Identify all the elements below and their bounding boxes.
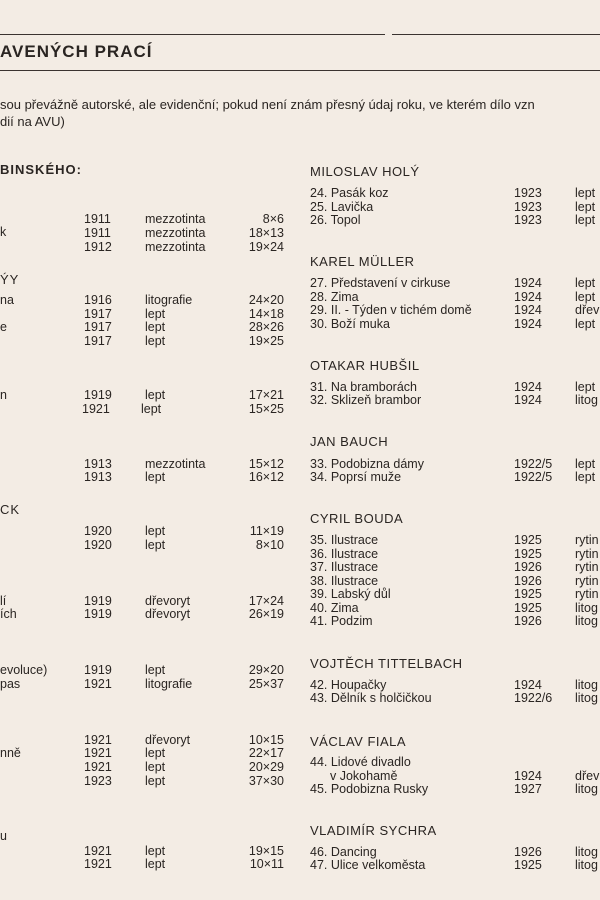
left-dim: 8×6 [262,212,284,226]
work-technique: lept [575,200,596,214]
left-fragment: pas [0,677,21,691]
work-year: 1924 [514,769,542,783]
work-technique: lept [575,186,596,200]
work-year: 1925 [514,601,542,615]
left-dim: 19×24 [248,240,284,254]
left-section-heading: BINSKÉHO: [0,162,82,177]
left-fragment: k [0,225,7,239]
left-year: 1911 [84,212,111,226]
work-technique: litog [575,782,598,796]
left-dim: 17×21 [248,388,284,402]
intro-line-1: sou převážně autorské, ale evidenční; pokud není znám přesný údaj roku, ve kterém dílo vzn [0,97,535,112]
left-tech: mezzotinta [145,240,206,254]
left-year: 1917 [84,320,112,334]
left-dim: 18×13 [248,226,284,240]
work-technique: rytin [575,560,599,574]
left-dim: 26×19 [248,607,284,621]
left-year: 1913 [84,457,112,471]
work-technique: litog [575,614,598,628]
left-tech: litografie [145,677,193,691]
left-year: 1912 [84,240,112,254]
work-technique: dřev [575,769,600,783]
left-tech: lept [145,844,166,858]
work-title: 42. Houpačky [310,678,387,692]
work-title: 31. Na bramborách [310,380,418,394]
left-dim: 15×25 [248,402,284,416]
left-fragment: u [0,829,7,843]
artist-heading: OTAKAR HUBŠIL [310,358,420,373]
left-tech: lept [145,663,166,677]
work-technique: rytin [575,533,599,547]
work-year: 1926 [514,614,542,628]
left-dim: 15×12 [248,457,284,471]
left-dim: 22×17 [248,746,284,760]
left-dim: 28×26 [248,320,284,334]
left-dim: 37×30 [248,774,284,788]
work-year: 1923 [514,213,542,227]
work-technique: rytin [575,587,599,601]
left-tech: lept [145,320,166,334]
left-dim: 20×29 [248,760,284,774]
left-fragment: nně [0,746,21,760]
work-year: 1924 [514,290,542,304]
left-tech: lept [145,538,166,552]
left-fragment: ÝY [0,272,20,287]
work-year: 1925 [514,547,542,561]
work-technique: lept [575,470,596,484]
left-year: 1921 [84,857,112,871]
work-title-continuation: v Jokohamě [330,769,398,783]
left-year: 1919 [84,388,112,402]
work-year: 1922/6 [514,691,553,705]
left-year: 1919 [84,594,112,608]
left-dim: 19×25 [248,334,284,348]
work-year: 1922/5 [514,457,553,471]
left-tech: lept [145,334,166,348]
work-year: 1925 [514,858,542,872]
work-technique: rytin [575,547,599,561]
left-tech: lept [145,307,166,321]
work-year: 1924 [514,317,542,331]
left-tech: lept [145,524,166,538]
left-tech: dřevoryt [145,607,191,621]
work-title: 33. Podobizna dámy [310,457,424,471]
left-dim: 24×20 [248,293,284,307]
work-year: 1927 [514,782,542,796]
left-year: 1911 [84,226,111,240]
left-year: 1921 [82,402,110,416]
work-title: 32. Sklizeň brambor [310,393,422,407]
left-fragment: e [0,320,7,334]
left-fragment: CK [0,502,21,517]
work-year: 1924 [514,380,542,394]
work-technique: lept [575,213,596,227]
work-technique: litog [575,858,598,872]
work-year: 1924 [514,393,542,407]
work-technique: lept [575,276,596,290]
left-tech: mezzotinta [145,212,206,226]
work-title: 36. Ilustrace [310,547,379,561]
work-year: 1926 [514,560,542,574]
left-dim: 10×15 [248,733,284,747]
work-year: 1926 [514,574,542,588]
left-tech: dřevoryt [145,733,191,747]
left-tech: lept [145,774,166,788]
left-fragment: evoluce) [0,663,48,677]
left-year: 1919 [84,607,112,621]
left-tech: dřevoryt [145,594,191,608]
work-technique: litog [575,393,598,407]
left-year: 1921 [84,844,112,858]
left-tech: mezzotinta [145,457,206,471]
work-technique: dřev [575,303,600,317]
work-year: 1926 [514,845,542,859]
artist-heading: VLADIMÍR SYCHRA [310,823,437,838]
left-dim: 8×10 [255,538,284,552]
top-rule-right [392,34,600,35]
left-year: 1921 [84,760,112,774]
work-technique: litog [575,601,598,615]
top-rule-left [0,34,385,35]
left-year: 1917 [84,307,112,321]
left-dim: 25×37 [248,677,284,691]
left-dim: 10×11 [249,857,284,871]
work-title: 45. Podobizna Rusky [310,782,429,796]
left-year: 1920 [84,524,112,538]
work-year: 1925 [514,587,542,601]
title-underline [0,70,600,71]
work-technique: lept [575,380,596,394]
left-tech: lept [145,760,166,774]
work-title: 37. Ilustrace [310,560,379,574]
work-title: 46. Dancing [310,845,377,859]
work-year: 1924 [514,276,542,290]
work-title: 43. Dělník s holčičkou [310,691,432,705]
left-dim: 19×15 [248,844,284,858]
artist-heading: JAN BAUCH [310,434,389,449]
artist-heading: VOJTĚCH TITTELBACH [310,656,463,671]
left-tech: lept [145,857,166,871]
left-year: 1923 [84,774,112,788]
left-year: 1921 [84,733,112,747]
work-year: 1924 [514,303,542,317]
left-year: 1920 [84,538,112,552]
left-tech: litografie [145,293,193,307]
work-technique: lept [575,457,596,471]
left-fragment: ích [0,607,17,621]
left-tech: lept [145,746,166,760]
work-technique: litog [575,845,598,859]
work-year: 1923 [514,186,542,200]
work-title: 38. Ilustrace [310,574,379,588]
artist-heading: MILOSLAV HOLÝ [310,164,420,179]
left-dim: 11×19 [249,524,284,538]
left-dim: 16×12 [248,470,284,484]
left-year: 1921 [84,746,112,760]
work-technique: rytin [575,574,599,588]
work-technique: lept [575,317,596,331]
artist-heading: VÁCLAV FIALA [310,734,407,749]
work-title: 29. II. - Týden v tichém domě [310,303,472,317]
work-year: 1924 [514,678,542,692]
left-year: 1919 [84,663,112,677]
intro-text [0,96,600,130]
work-technique: lept [575,290,596,304]
intro-line-2: dií na AVU) [0,114,65,129]
left-dim: 29×20 [248,663,284,677]
artist-heading: CYRIL BOUDA [310,511,404,526]
work-year: 1925 [514,533,542,547]
work-title: 40. Zima [310,601,359,615]
left-fragment: na [0,293,14,307]
work-title: 39. Labský důl [310,587,391,601]
left-dim: 17×24 [248,594,284,608]
page-title: AVENÝCH PRACÍ [0,42,153,61]
left-year: 1921 [84,677,112,691]
work-title: 34. Poprsí muže [310,470,402,484]
left-tech: lept [145,388,166,402]
work-title: 26. Topol [310,213,361,227]
work-technique: litog [575,678,598,692]
work-title: 27. Představení v cirkuse [310,276,451,290]
left-year: 1913 [84,470,112,484]
left-fragment: n [0,388,7,402]
work-title: 25. Lavička [310,200,374,214]
left-tech: lept [141,402,162,416]
work-title: 35. Ilustrace [310,533,379,547]
work-title: 28. Zima [310,290,359,304]
left-fragment: lí [0,594,7,608]
left-tech: mezzotinta [145,226,206,240]
left-year: 1916 [84,293,112,307]
work-title: 41. Podzim [310,614,373,628]
work-title: 30. Boží muka [310,317,390,331]
work-year: 1923 [514,200,542,214]
left-dim: 14×18 [248,307,284,321]
work-title: 47. Ulice velkoměsta [310,858,426,872]
work-title: 24. Pasák koz [310,186,389,200]
left-year: 1917 [84,334,112,348]
work-technique: litog [575,691,598,705]
work-year: 1922/5 [514,470,553,484]
work-title: 44. Lidové divadlo [310,755,411,769]
artist-heading: KAREL MÜLLER [310,254,415,269]
left-tech: lept [145,470,166,484]
